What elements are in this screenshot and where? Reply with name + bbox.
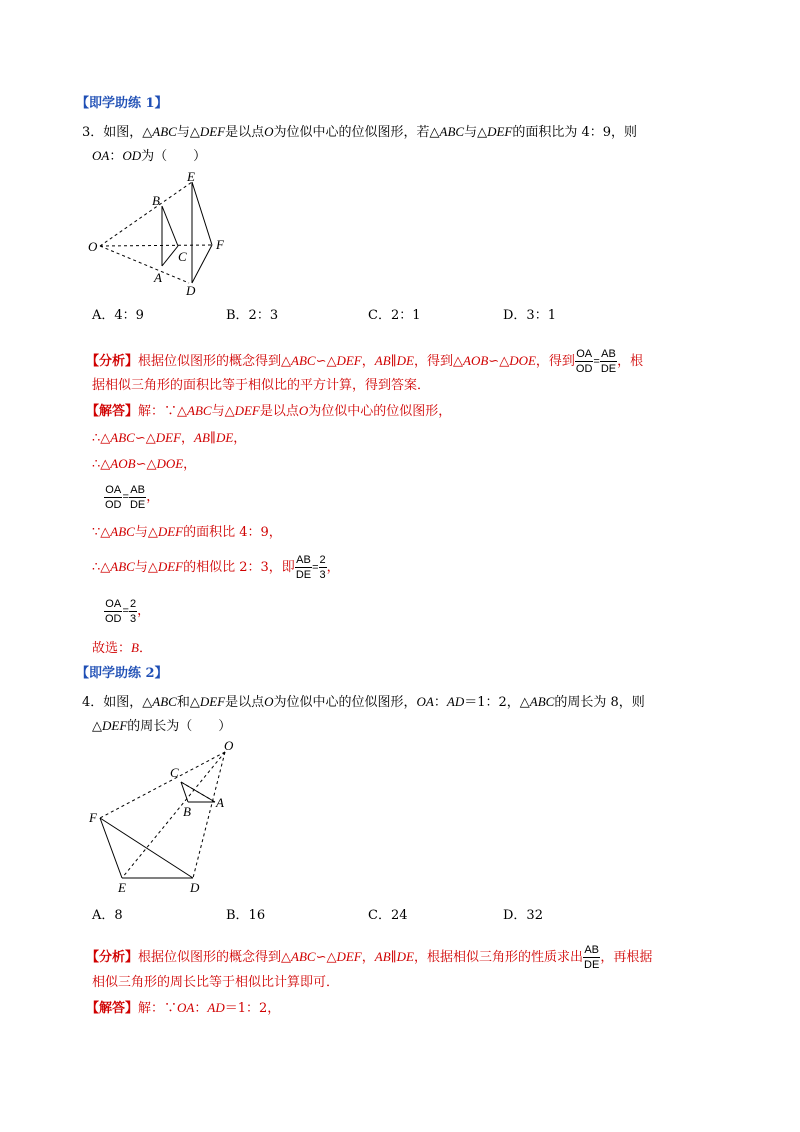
- section-header-1: 【即学助练 1】: [76, 96, 168, 111]
- text: 的面积比为 4：9，则: [512, 125, 638, 140]
- text: ABC: [187, 403, 212, 418]
- numerator: 2: [319, 554, 326, 566]
- text: ，得到: [535, 354, 575, 369]
- ray-oe: [100, 182, 192, 246]
- text: ∴△: [92, 431, 111, 446]
- text: ，: [233, 431, 247, 446]
- option-c: C．2：1: [368, 308, 421, 323]
- numerator: AB: [601, 348, 616, 360]
- analysis-2-line-1: [86, 942, 652, 973]
- label-e: E: [118, 880, 126, 895]
- equals-sign: =: [122, 605, 129, 617]
- solution-1-line-5: [92, 524, 282, 541]
- text: 与△: [134, 560, 158, 575]
- fraction-ab-de: [129, 484, 146, 511]
- numerator: OA: [105, 597, 122, 610]
- option-a: A．4：9: [92, 308, 144, 323]
- figure-1-homothety: [86, 168, 246, 298]
- analysis-1-line-1: [86, 346, 643, 377]
- text: AOB: [463, 353, 489, 368]
- text: 解：∵: [138, 1001, 178, 1016]
- text: ＝1：2，: [224, 1001, 281, 1016]
- option-d: D．32: [503, 908, 543, 923]
- label-e: E: [187, 169, 195, 184]
- text: 如图，△: [103, 125, 153, 140]
- text: ＝1：2，△: [464, 695, 530, 710]
- ray-od: [100, 246, 189, 283]
- text: ，: [361, 950, 375, 965]
- text: DEF: [102, 718, 128, 733]
- text: ABC: [529, 694, 555, 709]
- numerator: 2: [129, 597, 137, 610]
- ray-of: [100, 752, 225, 818]
- text: AB: [194, 430, 210, 445]
- numerator: AB: [584, 944, 600, 956]
- text: 为位似中心的位似图形，: [308, 404, 452, 419]
- denominator: 3: [129, 612, 137, 625]
- question-4-line-2: [92, 718, 231, 735]
- segment-od: OD: [122, 148, 142, 163]
- numerator: AB: [130, 483, 145, 496]
- text: ，再根据: [600, 950, 653, 965]
- denominator: OD: [575, 363, 593, 375]
- text: 与△: [134, 525, 158, 540]
- denominator: DE: [129, 498, 146, 511]
- text: DE: [215, 430, 234, 445]
- text: AB: [374, 949, 391, 964]
- option-d: D．3：1: [503, 308, 556, 323]
- label-f: F: [89, 810, 97, 825]
- fraction-oa-od: [104, 598, 123, 625]
- denominator: DE: [584, 959, 600, 971]
- text: ，得到△: [414, 354, 464, 369]
- text: DOE: [156, 456, 184, 471]
- text: ABC: [291, 949, 316, 964]
- solution-1-line-8: [92, 640, 152, 657]
- solution-tag: 【解答】: [86, 1001, 139, 1016]
- text: DE: [396, 949, 415, 964]
- text: ABC: [110, 559, 135, 574]
- answer-letter: B: [131, 640, 139, 655]
- text: ∽△: [315, 950, 337, 965]
- text: ABC: [110, 524, 135, 539]
- label-b: B: [152, 193, 160, 208]
- solution-1-line-2: [92, 430, 246, 447]
- text: 的面积比 4：9，: [183, 525, 282, 540]
- denominator: DE: [295, 569, 312, 581]
- text: 的周长为 8，则: [554, 695, 645, 710]
- text: ：: [433, 695, 447, 710]
- text: OA: [177, 1000, 195, 1015]
- text: 是以点: [259, 404, 299, 419]
- text: ，: [326, 560, 340, 575]
- solution-tag: 【解答】: [86, 404, 139, 419]
- triangle-def: DEF: [487, 124, 513, 139]
- label-d: D: [190, 880, 200, 895]
- text: AOB: [110, 456, 136, 471]
- text: AB: [374, 353, 391, 368]
- text: ∥: [209, 431, 216, 446]
- text: DEF: [199, 694, 226, 709]
- question-4-line-1: [82, 694, 645, 711]
- text: ∽△: [134, 431, 156, 446]
- side-ca: [162, 246, 178, 266]
- text: ，: [137, 603, 151, 619]
- numerator: AB: [296, 554, 311, 566]
- triangle-abc: ABC: [152, 124, 177, 139]
- text: 的相似比 2：3，即: [183, 560, 295, 575]
- denominator: OD: [105, 612, 122, 625]
- text: 为位似中心的位似图形，若△: [273, 125, 440, 140]
- option-a: A．8: [92, 908, 123, 923]
- text: 如图，△: [103, 695, 153, 710]
- fraction-oa-od: [104, 484, 123, 511]
- label-a: A: [216, 795, 224, 810]
- label-o: O: [224, 738, 234, 753]
- text: 是以点: [225, 695, 265, 710]
- text: DEF: [336, 949, 362, 964]
- figure-2-homothety: [86, 738, 246, 896]
- text: 解：∵△: [138, 404, 188, 419]
- text: 的周长为（ ）: [127, 719, 232, 734]
- analysis-2-line-2: 相似三角形的周长比等于相似比计算即可．: [92, 975, 340, 990]
- text: DEF: [157, 524, 184, 539]
- side-fd: [100, 818, 193, 878]
- label-f: F: [216, 237, 224, 252]
- text: ∥: [390, 950, 397, 965]
- text: ，: [183, 457, 197, 472]
- label-c: C: [178, 249, 187, 264]
- text: DEF: [234, 403, 260, 418]
- text: 为位似中心的位似图形，: [273, 695, 417, 710]
- text: ：: [109, 149, 123, 164]
- text: 与△: [176, 125, 200, 140]
- denominator: OD: [105, 498, 122, 511]
- solution-1-line-3: [92, 456, 196, 473]
- text: O: [298, 403, 309, 418]
- side-fd: [192, 245, 212, 283]
- text: DEF: [336, 353, 362, 368]
- solution-1-line-1: [86, 403, 451, 420]
- side-bc: [162, 206, 178, 246]
- text: AD: [207, 1000, 225, 1015]
- numerator: OA: [576, 348, 593, 360]
- question-3-line-2: [92, 148, 206, 165]
- text: ，根: [617, 354, 644, 369]
- text: OA: [416, 694, 434, 709]
- text: △: [92, 719, 102, 734]
- fraction-ab-de: [583, 944, 600, 971]
- label-b: B: [183, 804, 191, 819]
- equals-sign: =: [312, 561, 319, 574]
- text: DEF: [157, 559, 184, 574]
- point-o: O: [264, 124, 274, 139]
- text: 根据位似图形的概念得到△: [138, 950, 292, 965]
- question-number: 4．: [82, 695, 104, 710]
- text: ABC: [152, 694, 177, 709]
- fraction-ab-de: [600, 348, 617, 375]
- text: ，根据相似三角形的性质求出: [414, 950, 584, 965]
- ray-of: [100, 245, 212, 246]
- segment-oa: OA: [92, 148, 110, 163]
- fraction-2-3: [319, 554, 327, 581]
- text: ∴△: [92, 560, 111, 575]
- text: 与△: [211, 404, 235, 419]
- analysis-tag: 【分析】: [86, 354, 139, 369]
- text: ．: [138, 641, 152, 656]
- text: ∴△: [92, 457, 111, 472]
- text: ，: [361, 354, 375, 369]
- solution-1-line-7: [104, 596, 150, 627]
- text: DEF: [155, 430, 182, 445]
- option-b: B．16: [226, 908, 266, 923]
- label-c: C: [170, 765, 179, 780]
- text: 为（ ）: [141, 149, 207, 164]
- text: AD: [446, 694, 465, 709]
- triangle-abc: ABC: [439, 124, 465, 139]
- text: 与△: [464, 125, 488, 140]
- question-3-line-1: [82, 124, 637, 141]
- label-a: A: [154, 270, 162, 285]
- text: O: [264, 694, 274, 709]
- equals-sign: =: [593, 355, 600, 368]
- text: ∽△: [135, 457, 157, 472]
- solution-1-line-4: [104, 482, 159, 513]
- analysis-tag: 【分析】: [86, 950, 139, 965]
- denominator: 3: [319, 569, 326, 581]
- text: ABC: [291, 353, 316, 368]
- text: ，: [146, 489, 160, 505]
- text: ∽△: [488, 354, 510, 369]
- denominator: DE: [600, 363, 617, 375]
- triangle-def: DEF: [199, 124, 226, 139]
- text: DOE: [509, 353, 536, 368]
- text: ，: [181, 431, 195, 446]
- solution-1-line-6: [92, 552, 340, 583]
- side-fe: [100, 818, 122, 878]
- question-number: 3．: [82, 125, 104, 140]
- text: ABC: [110, 430, 135, 445]
- side-ef: [192, 182, 212, 245]
- fraction-oa-od: [575, 348, 594, 375]
- text: ：: [194, 1001, 208, 1016]
- label-d: D: [186, 283, 196, 298]
- section-header-2: 【即学助练 2】: [76, 666, 168, 681]
- text: ∥: [390, 354, 397, 369]
- solution-2-line-1: [86, 1000, 280, 1017]
- fraction-ab-de: [295, 554, 312, 581]
- option-b: B．2：3: [226, 308, 279, 323]
- fraction-2-3: [129, 598, 137, 625]
- text: 根据位似图形的概念得到△: [138, 354, 292, 369]
- text: 故选：: [92, 641, 132, 656]
- text: ∽△: [315, 354, 337, 369]
- equals-sign: =: [122, 491, 129, 503]
- text: 和△: [176, 695, 200, 710]
- analysis-1-line-2: 据相似三角形的面积比等于相似比的平方计算，得到答案．: [92, 378, 431, 393]
- label-o: O: [88, 239, 98, 254]
- numerator: OA: [105, 483, 122, 496]
- option-c: C．24: [368, 908, 408, 923]
- text: ∵△: [92, 525, 111, 540]
- text: 是以点: [225, 125, 265, 140]
- text: DE: [396, 353, 415, 368]
